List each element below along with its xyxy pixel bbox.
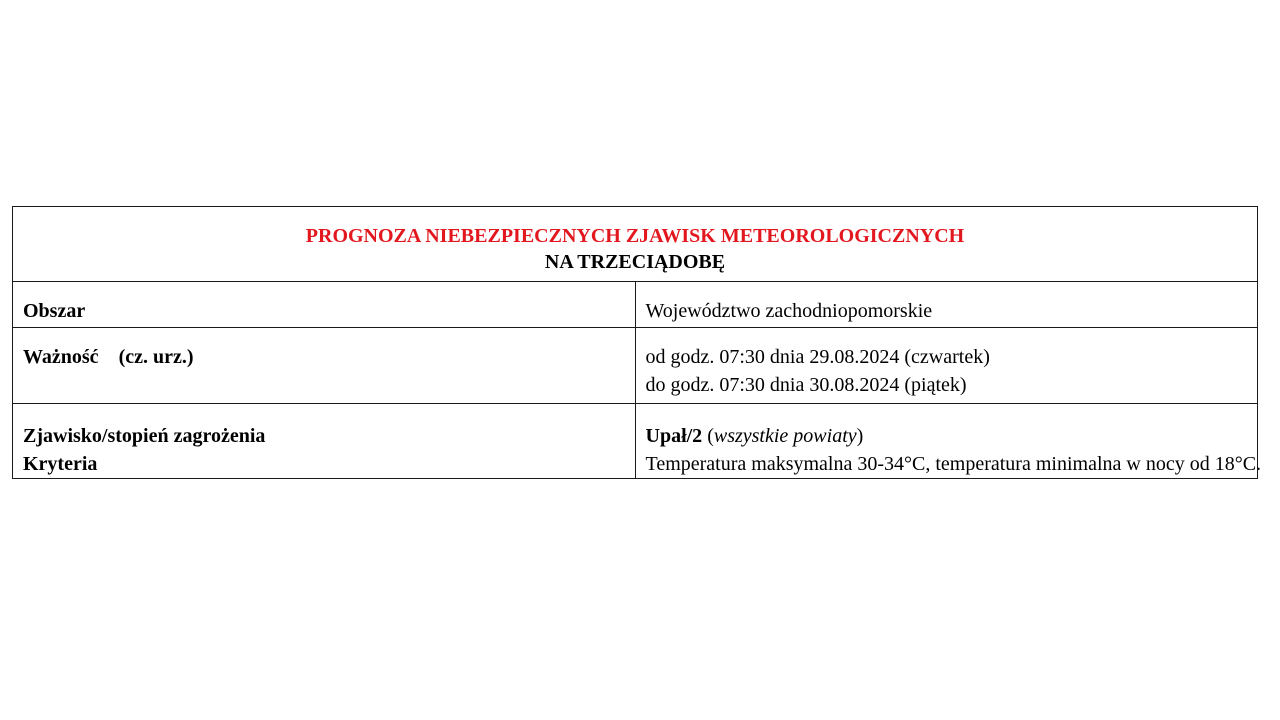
validity-from: od godz. 07:30 dnia 29.08.2024 (czwartek): [645, 346, 990, 368]
validity-label-cell: [13, 328, 636, 404]
forecast-title: PROGNOZA NIEBEZPIECZNYCH ZJAWISK METEOROLOGICZNYCH: [305, 225, 965, 247]
criteria-value: Temperatura maksymalna 30-34°C, temperatura minimalna w nocy od 18°C.: [645, 453, 1262, 475]
header-cell: [13, 207, 1258, 282]
validity-label: Ważność: [23, 346, 99, 368]
forecast-table: [12, 206, 1262, 479]
phenomenon-name: Upał/2: [645, 425, 703, 447]
validity-to: do godz. 07:30 dnia 30.08.2024 (piątek): [645, 374, 967, 396]
criteria-label: Kryteria: [23, 453, 98, 475]
validity-label-suffix: (cz. urz.): [118, 346, 194, 368]
validity-row: [13, 328, 1258, 404]
phenomenon-label: Zjawisko/stopień zagrożenia: [23, 425, 266, 447]
phenomenon-value-cell: [635, 404, 1262, 479]
area-row: [13, 282, 1258, 328]
forecast-subtitle: NA TRZECIĄDOBĘ: [544, 251, 726, 273]
area-value: Województwo zachodniopomorskie: [645, 300, 933, 322]
header-row: [13, 207, 1258, 282]
phenomenon-line: Upał/2 (wszystkie powiaty): [645, 425, 864, 447]
phenomenon-label-cell: [13, 404, 636, 479]
area-label: Obszar: [23, 300, 86, 322]
validity-value-cell: [635, 328, 1258, 404]
area-label-cell: [13, 282, 636, 328]
area-value-cell: [635, 282, 1258, 328]
phenomenon-row: [13, 404, 1258, 479]
phenomenon-scope: wszystkie powiaty: [713, 425, 857, 447]
